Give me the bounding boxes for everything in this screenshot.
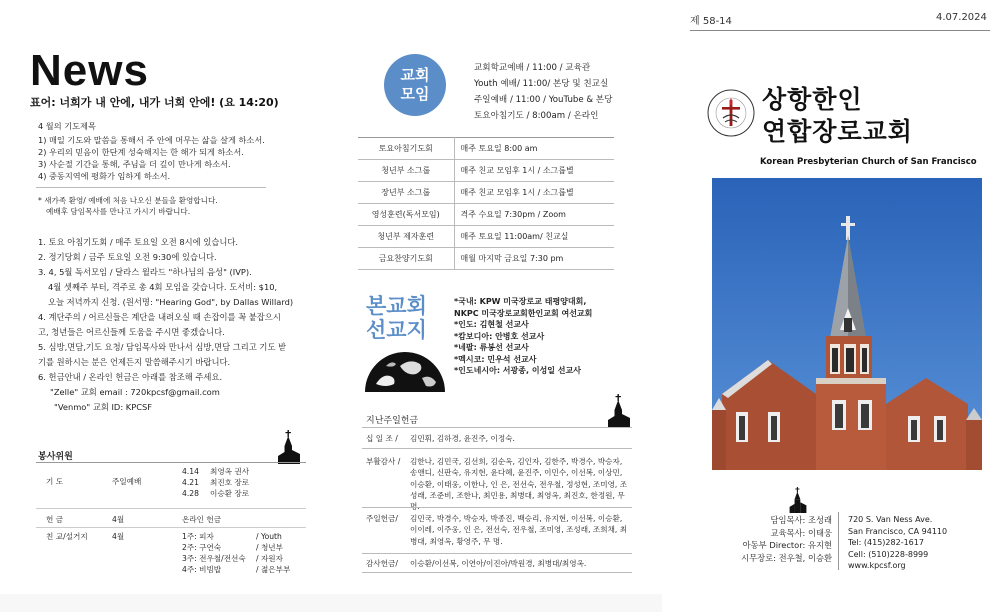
welcome-line: * 새가족 환영/ 예배에 처음 나오신 분들을 환영합니다. [38, 196, 218, 205]
prayer-date: 4.21 [182, 478, 199, 487]
offering-kind: 십 일 조 / [366, 434, 398, 443]
website-link[interactable]: www.kpcsf.org [848, 561, 906, 570]
schedule-time: 매주 토요일 11:00am/ 친교실 [454, 226, 614, 248]
offering-kind: 주일헌금/ [366, 514, 398, 523]
table-row [358, 248, 614, 270]
worship-item: Youth 예배/ 11:00/ 본당 및 친교실 [474, 79, 609, 89]
church-name [762, 84, 913, 148]
mission-item: *국내: KPW 미국장로교 태평양대회, [454, 297, 587, 306]
fellowship-label: 친 교/설거지 [46, 532, 88, 541]
mission-item: *멕시코: 민우석 선교사 [454, 354, 537, 364]
row-divider [362, 507, 632, 508]
prayer-names: 최영옥 권사 [210, 467, 250, 476]
fellowship-group: / 자원자 [256, 554, 283, 563]
prayer-names: 최진호 장로 [210, 478, 250, 487]
fellowship-week: 1주: 피자 [182, 532, 214, 541]
address-line: 720 S. Van Ness Ave. [848, 515, 933, 524]
fellowship-group: / 젊은부부 [256, 565, 291, 574]
worship-item: 주일예배 / 11:00 / YouTube & 본당 [474, 95, 613, 105]
phone: Tel: (415)282-1617 [848, 538, 924, 547]
fellowship-month: 4월 [112, 532, 125, 541]
offering-names: 이승환/이선복, 이연아/이진아/박원경, 최병대/최영옥. [410, 559, 587, 568]
staff-line: 담임목사: 조성래 [770, 515, 832, 525]
fellowship-week: 2주: 구연숙 [182, 543, 222, 552]
missions-title-line: 선교지 [366, 318, 427, 342]
schedule-name: 장년부 소그룹 [358, 182, 454, 204]
church-staff [690, 514, 832, 564]
zelle-info: "Zelle" 교회 email : 720kpcsf@gmail.com [50, 387, 220, 397]
missions-title-line: 본교회 [366, 294, 427, 318]
announcement-item: 1. 토요 아침기도회 / 매주 토요일 오전 8시에 있습니다. [38, 237, 239, 247]
worship-item: 토요아침기도 / 8:00am / 온라인 [474, 111, 599, 121]
mission-item: NKPC 미국장로교회한인교회 여선교회 [454, 308, 593, 318]
staff-line: 교육목사: 이태웅 [770, 527, 832, 538]
footer-divider [838, 512, 839, 570]
offering-value: 온라인 헌금 [182, 515, 222, 524]
schedule-name: 영성훈련(독서모임) [358, 204, 454, 226]
schedule-time: 격주 수요일 7:30pm / Zoom [454, 204, 614, 226]
prayer-item: 1) 매일 기도와 말씀을 통해서 주 안에 머무는 삶을 살게 하소서. [38, 135, 265, 145]
worship-item: 교회학교예배 / 11:00 / 교육관 [474, 63, 591, 73]
announcement-item: 2. 정기당회 / 금주 토요일 오전 9:30에 있습니다. [38, 252, 217, 262]
venmo-info: "Venmo" 교회 ID: KPCSF [54, 402, 153, 412]
schedule-time: 매주 친교 모임후 1시 / 소그룹별 [454, 182, 614, 204]
table-row [358, 138, 614, 160]
prayer-item: 2) 우리의 믿음이 한단계 성숙해지는 한 해가 되게 하소서. [38, 147, 244, 157]
offering-names: 김한나, 김민국, 김선희, 김순옥, 김인자, 김한주, 박경수, 박승자, 송앤디, 신판숙, 유지현, 윤다혜, 윤진주, 이민수, 이선복, 이상민, 이승환, 이태웅, 이한나, 인 은, 전선숙, 전우철, 정성현, 조미영, 조성래, 조준비, 조한나, 최민용, 최병대, 최영옥, 최진호, 한정원, 무 [410, 457, 628, 500]
top-header [0, 0, 1008, 38]
section-divider [36, 187, 266, 188]
fellowship-week: 3주: 전우철/전선숙 [182, 554, 246, 563]
table-row [358, 182, 614, 204]
announcement-item: 5. 심방,면담,기도 요청/ 담임목사와 만나서 심방,면담 그리고 기도 받 [38, 342, 287, 352]
church-building-photo [712, 178, 982, 470]
offering-names: 김민휘, 김하경, 윤진주, 이정숙. [410, 434, 515, 443]
church-icon [788, 487, 808, 513]
prayer-date: 4.28 [182, 489, 199, 498]
announcement-item: 3. 4, 5월 독서모임 / 달라스 윌라드 "하나님의 음성" (IVP). [38, 267, 252, 277]
service-committee-title: 봉사위원 [38, 452, 73, 462]
announcement-item: 기를 원하시는 분은 언제든지 말씀해주시기 바랍니다. [38, 357, 231, 367]
row-divider [362, 448, 632, 449]
church-address [848, 514, 947, 572]
prayer-label: 기 도 [46, 477, 64, 486]
mission-item: *인도: 김현철 선교사 [454, 320, 529, 329]
prayer-title: 4 월의 기도제목 [38, 121, 96, 131]
mission-item: *캄보디아: 안병호 선교사 [454, 331, 545, 341]
row-divider [362, 572, 632, 573]
announcement-item: 오늘 저녁까지 신청. (원서명: "Hearing God", by Dallas Willard) [48, 297, 294, 307]
announcement-item: 4월 셋째주 부터, 격주로 총 4회 모임을 갖습니다. 도서비: $10, [48, 282, 278, 292]
offerings-title: 지난주일헌금 [366, 416, 419, 426]
offering-label: 헌 금 [46, 515, 64, 524]
schedule-time: 매주 토요일 8:00 am [454, 138, 614, 160]
fellowship-group: / 청년부 [256, 543, 283, 552]
table-row [358, 204, 614, 226]
schedule-name: 금요찬양기도회 [358, 248, 454, 270]
cell-phone: Cell: (510)228-8999 [848, 549, 929, 559]
issue-date: 4.07.2024 [936, 12, 987, 23]
prayer-date: 4.14 [182, 467, 199, 476]
horizontal-scrollbar[interactable] [0, 594, 662, 612]
section-divider [36, 462, 306, 463]
church-name-line: 연합장로교회 [762, 117, 913, 146]
announcements [38, 235, 353, 415]
schedule-table [358, 137, 614, 270]
prayer-requests [38, 120, 358, 182]
welcome-line: 예배후 담임목사를 만나고 가시기 바랍니다. [46, 207, 191, 216]
badge-line: 교회 [400, 66, 430, 84]
church-english-name: Korean Presbyterian Church of San Francisco [760, 157, 977, 167]
prayer-service: 주일예배 [112, 477, 142, 486]
schedule-time: 매월 마지막 금요일 7:30 pm [454, 248, 614, 270]
row-divider [36, 527, 306, 528]
church-name-line: 상항한인 [762, 85, 863, 114]
table-row [358, 226, 614, 248]
row-divider [362, 427, 632, 428]
announcement-item: 고, 청년들은 어르신들께 도움을 주시면 좋겠습니다. [38, 327, 225, 337]
church-icon [606, 394, 632, 428]
schedule-name: 청년부 제자훈련 [358, 226, 454, 248]
announcement-item: 6. 헌금안내 / 온라인 헌금은 아래를 참조해 주세요. [38, 372, 223, 382]
missions-title [366, 294, 427, 342]
schedule-name: 청년부 소그룹 [358, 160, 454, 182]
header-divider [690, 30, 990, 31]
fellowship-week: 4주: 비빔밥 [182, 565, 222, 574]
offering-kind: 감사헌금/ [366, 559, 398, 568]
prayer-item: 3) 사순절 기간을 통해, 주님을 더 깊이 만나게 하소서. [38, 159, 231, 169]
welcome-note [38, 195, 218, 217]
badge-line: 모임 [400, 85, 430, 103]
row-divider [36, 508, 306, 509]
presbyterian-seal-icon [706, 88, 756, 138]
mission-item: *네팔: 류봉선 선교사 [454, 343, 529, 352]
schedule-name: 토요아침기도회 [358, 138, 454, 160]
offering-names: 김민국, 박경수, 박승자, 박종진, 백승리, 유지현, 이선복, 이승환, 이이레, 이주웅, 인 은, 전선숙, 전우철, 조미영, 조성래, 조희채, 최병대, 최영옥, 황영주, 무 명. [410, 514, 628, 546]
address-line: San Francisco, CA 94110 [848, 526, 948, 536]
offering-month: 4월 [112, 515, 125, 524]
mission-item: *인도네시아: 서광종, 이성일 선교사 [454, 366, 581, 375]
gatherings-badge [384, 54, 446, 116]
table-row [358, 160, 614, 182]
schedule-time: 매주 친교 모임후 1시 / 소그룹별 [454, 160, 614, 182]
offering-kind: 부활감사 / [366, 457, 401, 466]
church-icon [276, 430, 302, 464]
announcement-item: 4. 계단주의 / 어르신들은 계단을 내려오실 때 손잡이를 꼭 붙잡으시 [38, 312, 281, 322]
news-title: News [30, 46, 149, 95]
motto: 표어: 너희가 내 안에, 내가 너희 안에! (요 14:20) [30, 96, 279, 109]
prayer-item: 4) 중동지역에 평화가 임하게 하소서. [38, 171, 171, 181]
prayer-names: 이승환 장로 [210, 489, 250, 498]
staff-line: 시무장로: 전우철, 이승환 [741, 552, 832, 563]
mission-list [454, 296, 592, 377]
staff-line: 아동부 Director: 유지현 [742, 540, 832, 550]
fellowship-group: / Youth [256, 532, 282, 541]
row-divider [362, 553, 632, 554]
worship-times [474, 60, 612, 124]
globe-icon [364, 344, 446, 392]
issue-number: 제 58-14 [690, 16, 732, 27]
